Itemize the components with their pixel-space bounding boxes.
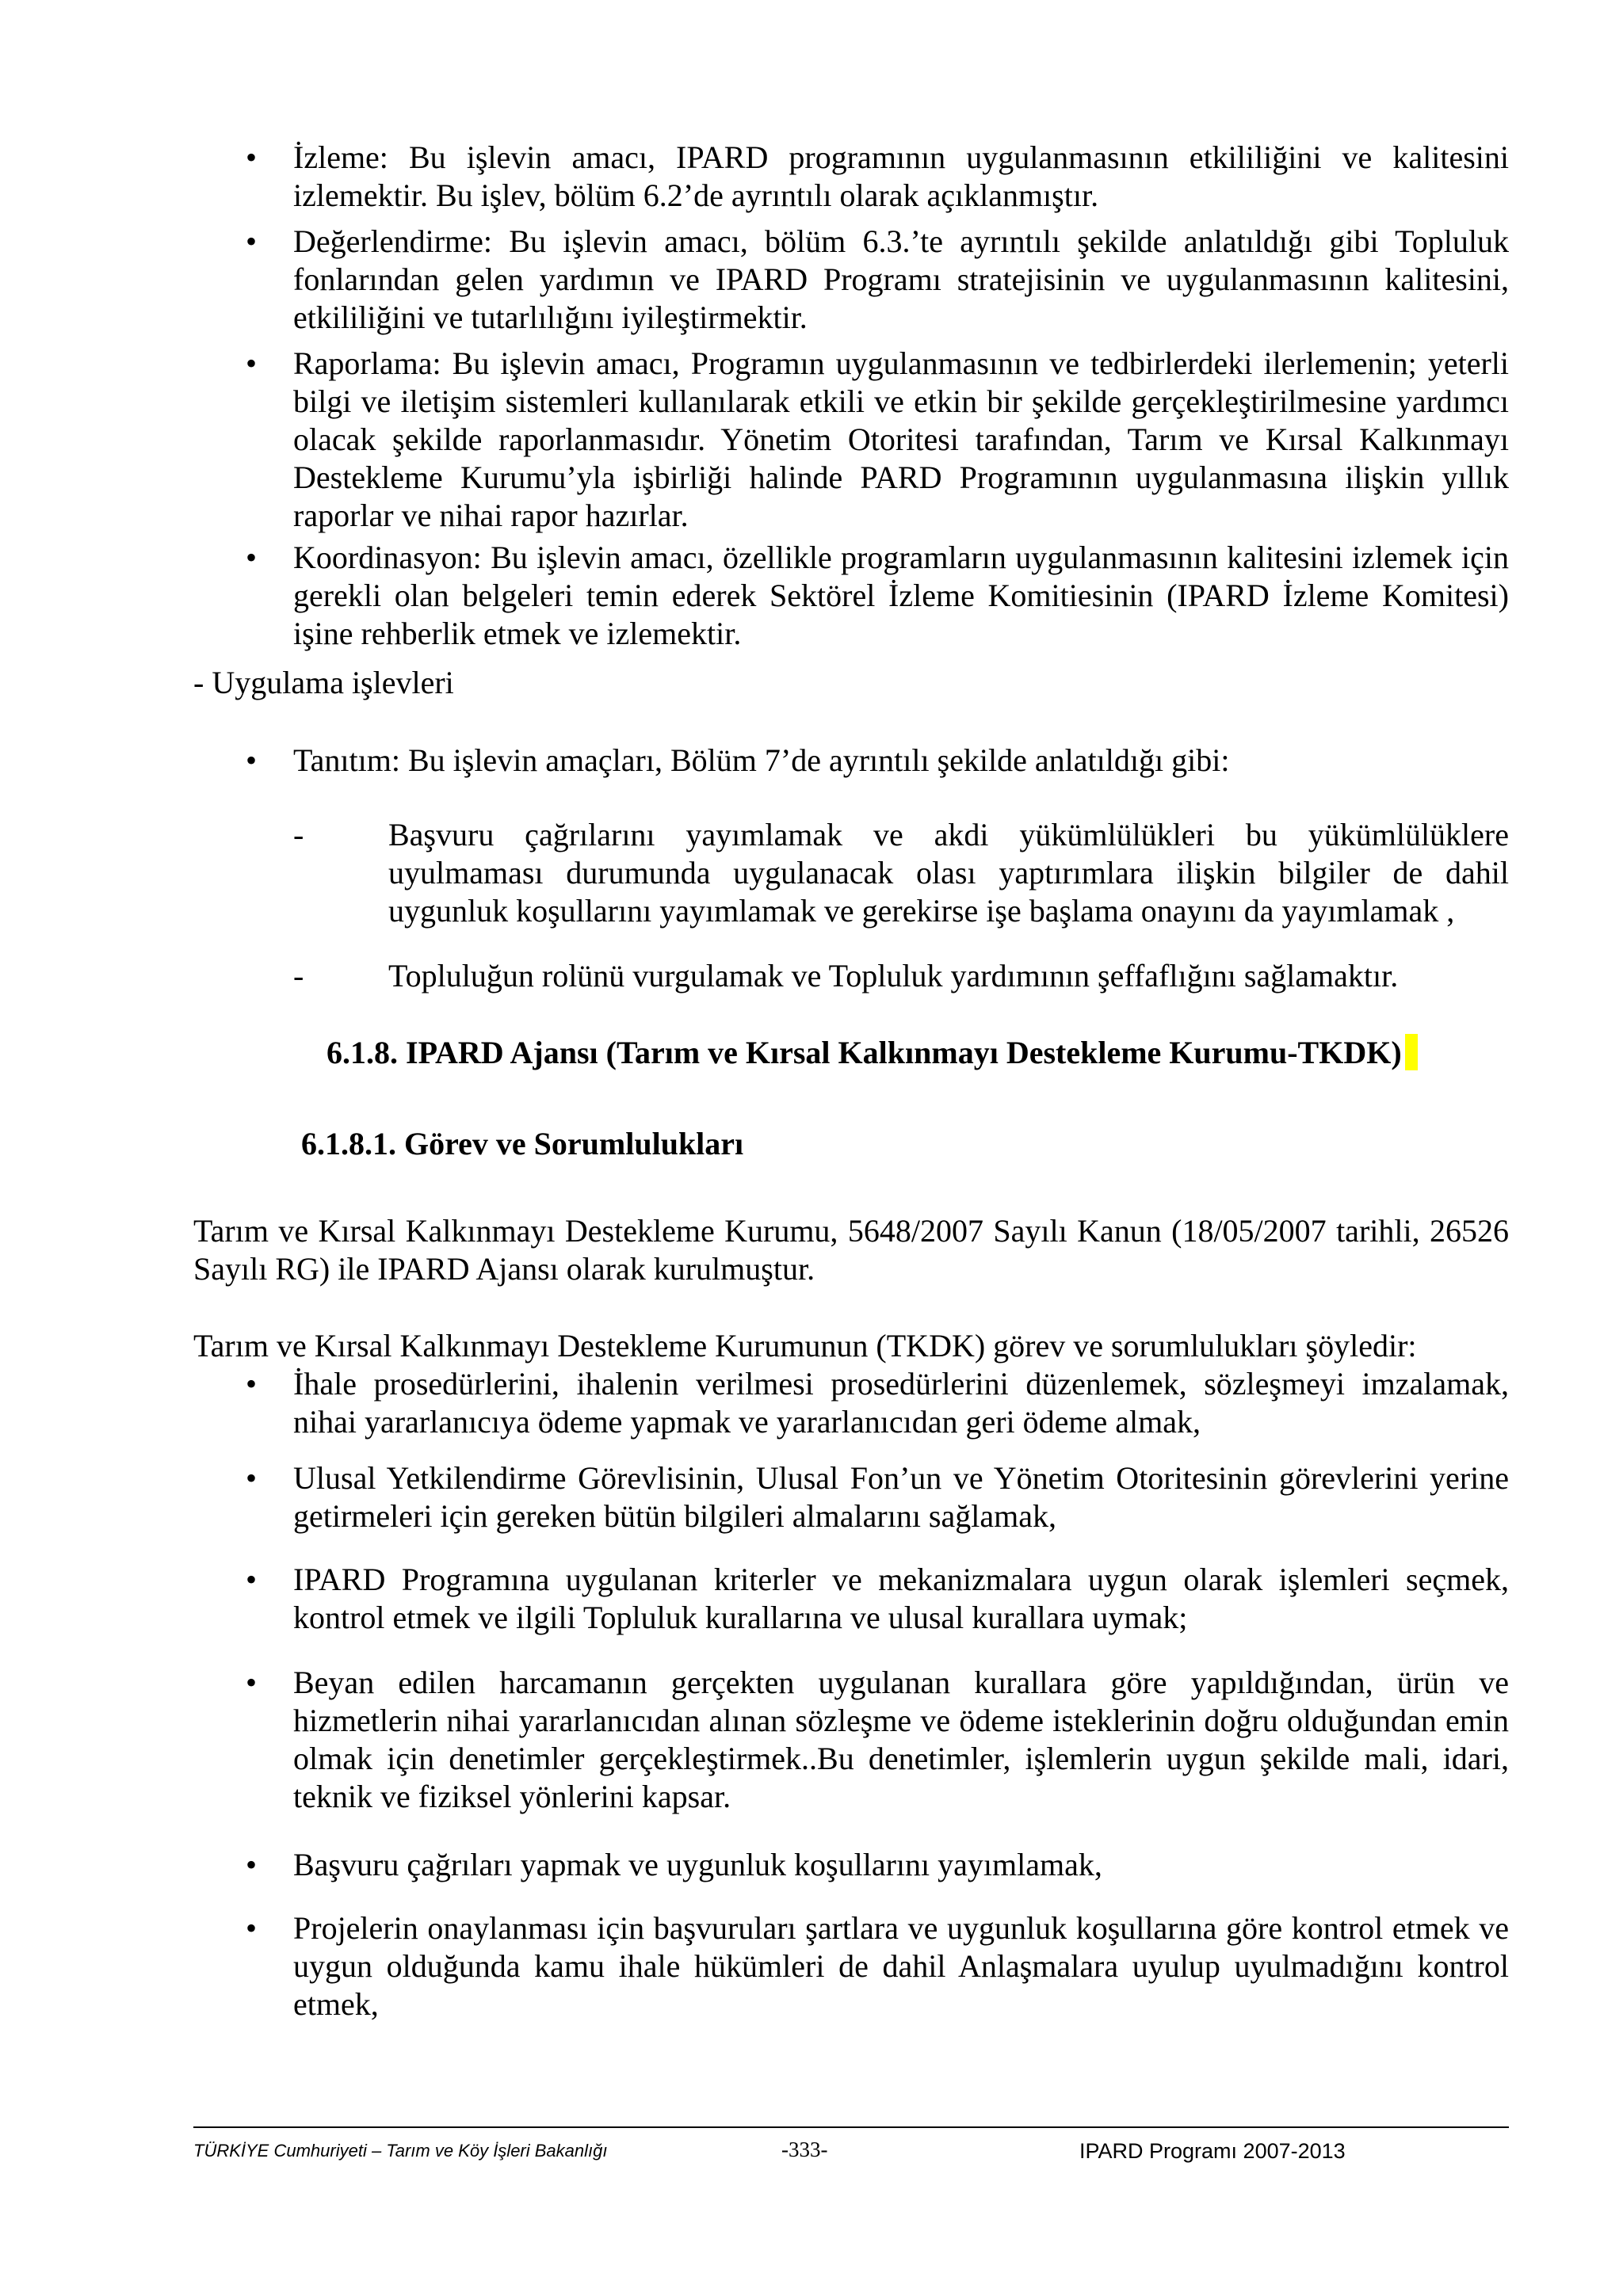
duty-item: • İhale prosedürlerini, ihalenin verilmesi prosedürlerini düzenlemek, sözleşmeyi imzalamak, nihai yararlanıcıya ödeme yapmak ve yararlanıcıdan geri ödeme almak, — [238, 1365, 1509, 1441]
footer-page-number: -333- — [781, 2138, 828, 2161]
section-heading — [327, 1034, 1418, 1072]
dash-marker: - — [293, 817, 304, 852]
intro-paragraph: Tarım ve Kırsal Kalkınmayı Destekleme Kurumu, 5648/2007 Sayılı Kanun (18/05/2007 tarihli, 26526 Sayılı RG) ile IPARD Ajansı olarak kurulmuştur. — [193, 1213, 1509, 1287]
highlight-marker — [1405, 1034, 1418, 1070]
dash-marker: - — [293, 958, 304, 994]
bullet-degerlendirme: • Değerlendirme: Bu işlevin amacı, bölüm 6.3.’te ayrıntılı şekilde anlatıldığı gibi Topluluk fonlarından gelen yardımın ve IPARD Programı stratejisinin ve uygulanmasının kalitesini, etkililiğini ve tutarlılığını iyileştirmektir. — [238, 223, 1509, 337]
dash-item-basvuru — [293, 816, 1509, 930]
bullet-raporlama: • Raporlama: Bu işlevin amacı, Programın uygulanmasının ve tedbirlerdeki ilerlemenin; yeterli bilgi ve iletişim sistemleri kullanılarak etkili ve etkin bir şekilde gerçekleştirilmesine yardımcı olacak şekilde raporlanmasıdır. Yönetim Otoritesi tarafından, Tarım ve Kırsal Kalkınmayı Destekleme Kurumu’yla işbirliği halinde PARD Programının uygulanmasına ilişkin yıllık raporlar ve nihai rapor hazırlar. — [238, 345, 1509, 535]
duty-item: • Ulusal Yetkilendirme Görevlisinin, Ulusal Fon’un ve Yönetim Otoritesinin görevlerini yerine getirmeleri için gereken bütün bilgileri almalarını sağlamak, — [238, 1459, 1509, 1535]
duties-intro: Tarım ve Kırsal Kalkınmayı Destekleme Kurumunun (TKDK) görev ve sorumlulukları şöyledir: — [193, 1328, 1417, 1363]
dash-item-topluluk — [293, 957, 1509, 995]
duty-item: • Başvuru çağrıları yapmak ve uygunluk koşullarını yayımlamak, — [238, 1846, 1509, 1884]
bullet-koordinasyon: • Koordinasyon: Bu işlevin amacı, özellikle programların uygulanmasının kalitesini izlemek için gerekli olan belgeleri temin ederek Sektörel İzleme Komitiesinin (IPARD İzleme Komitesi) işine rehberlik etmek ve izlemektir. — [238, 539, 1509, 653]
bullet-izleme: • İzleme: Bu işlevin amacı, IPARD programının uygulanmasının etkililiğini ve kalitesini izlemektir. Bu işlev, bölüm 6.2’de ayrıntılı olarak açıklanmıştır. — [238, 139, 1509, 215]
footer-program-title: IPARD Programı 2007-2013 — [1079, 2139, 1346, 2163]
duty-item: • Beyan edilen harcamanın gerçekten uygulanan kurallara göre yapıldığından, ürün ve hizmetlerin nihai yararlanıcıdan alınan sözleşme ve ödeme isteklerinin doğru olduğundan emin olmak için denetimler gerçekleştirmek..Bu denetimler, işlemlerin uygun şekilde mali, idari, teknik ve fiziksel yönlerini kapsar. — [238, 1664, 1509, 1816]
subsection-heading: 6.1.8.1. Görev ve Sorumlulukları — [301, 1126, 744, 1161]
footer-rule — [193, 2126, 1509, 2128]
duty-item: • Projelerin onaylanması için başvuruları şartlara ve uygunluk koşullarına göre kontrol etmek ve uygun olduğunda kamu ihale hükümleri de dahil Anlaşmalara uyulup uyulmadığını kontrol etmek, — [238, 1909, 1509, 2023]
bullet-tanitim: • Tanıtım: Bu işlevin amaçları, Bölüm 7’de ayrıntılı şekilde anlatıldığı gibi: — [238, 742, 1509, 780]
dash-item-text: Topluluğun rolünü vurgulamak ve Topluluk yardımının şeffaflığını sağlamaktır. — [388, 958, 1399, 994]
footer-ministry: TÜRKİYE Cumhuriyeti – Tarım ve Köy İşleri Bakanlığı — [193, 2141, 608, 2161]
dash-item-text: Başvuru çağrılarını yayımlamak ve akdi yükümlülükleri bu yükümlülüklere uyulmaması durumunda uygulanacak olası yaptırımlara ilişkin bilgiler de dahil uygunluk koşullarını yayımlamak ve gerekirse işe başlama onayını da yayımlamak , — [388, 817, 1509, 929]
duty-item: • IPARD Programına uygulanan kriterler ve mekanizmalara uygun olarak işlemleri seçmek, kontrol etmek ve ilgili Topluluk kurallarına ve ulusal kurallara uymak; — [238, 1561, 1509, 1637]
uygulama-heading: - Uygulama işlevleri — [193, 665, 454, 700]
section-heading-text: 6.1.8. IPARD Ajansı (Tarım ve Kırsal Kalkınmayı Destekleme Kurumu-TKDK) — [327, 1035, 1402, 1070]
